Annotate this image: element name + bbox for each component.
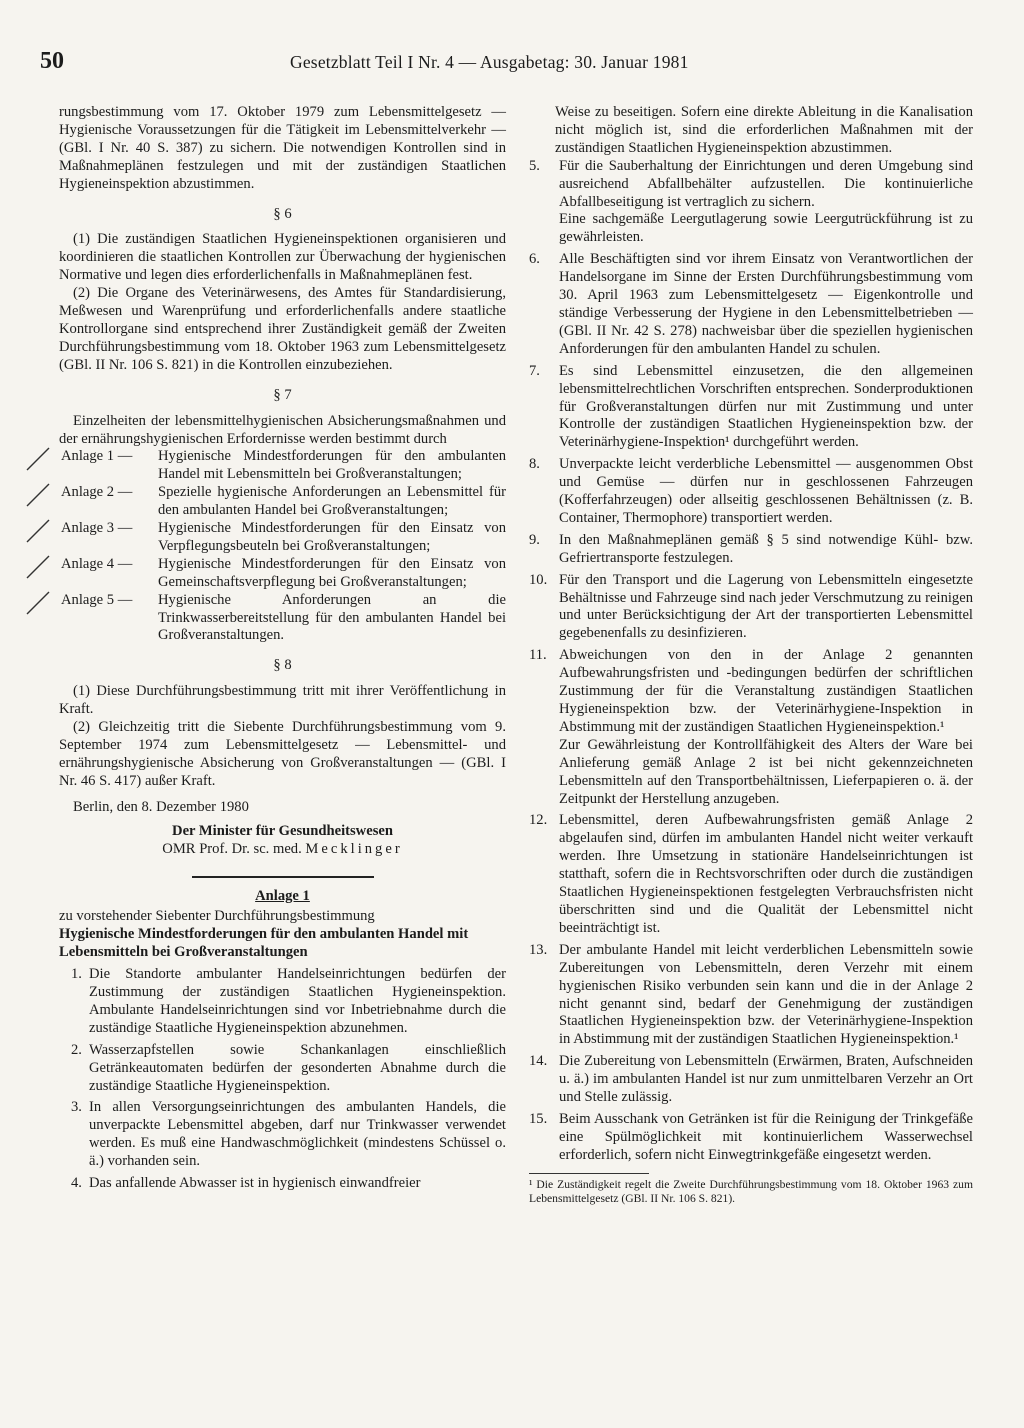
section-8-paragraph-2: (2) Gleichzeitig tritt die Siebente Durchführungsbestimmung vom 9. September 1974 zum Lebensmittelgesetz — Lebensmittel- und ernährungshygienische Absicherung von Großveranstaltungen — (GBl. I Nr. 46 S. 417) außer Kraft.: [59, 719, 506, 789]
item-number: 9.: [529, 531, 540, 548]
item-text: Abweichungen von den in der Anlage 2 genannten Aufbewahrungsfristen und -bedingungen bedürfen der schriftlichen Zustimmung der für die Veranstaltung zuständigen Staatlichen Hygieneinspektion bzw. der Veterinärhygiene-Inspektion in Abstimmung mit der zuständigen Staatlichen Hygieneinspektion.¹: [559, 647, 973, 735]
right-column: [529, 104, 973, 1206]
anlage-list-item: [59, 448, 506, 484]
section-7-intro: Einzelheiten der lebensmittelhygienischen Absicherungsmaßnahmen und der ernährungshygienischen Erfordernisse werden bestimmt durch: [59, 412, 506, 447]
list-item: [59, 966, 506, 1038]
signature-block: [59, 823, 506, 859]
anlage-label: Anlage 5 —: [61, 591, 133, 608]
item-text: In allen Versorgungseinrichtungen des ambulanten Handels, die unverpackte Lebensmittel abgeben, darf nur Trinkwasser verwendet werden. Es muß eine Handwaschmöglichkeit (mindestens Schüssel o. ä.) vorhanden sein.: [89, 1099, 506, 1170]
list-item: [529, 812, 973, 937]
anlage-1-subtitle: zu vorstehender Siebenter Durchführungsbestimmung: [59, 908, 375, 925]
anlage-label: Anlage 1 —: [61, 448, 133, 465]
list-item: [529, 942, 973, 1049]
item-number: 7.: [529, 362, 540, 379]
place-date: Berlin, den 8. Dezember 1980: [73, 798, 249, 815]
item-number: 5.: [529, 157, 540, 174]
item-body: [559, 647, 973, 808]
signer: [59, 841, 506, 859]
item-text: Alle Beschäftigten sind vor ihrem Einsatz von Verantwortlichen der Handelsorgane im Sinne der Ersten Durchführungsbestimmung vom 30. April 1963 zum Lebensmittelgesetz — Eigenkontrolle und ständige Verbesserung der Hygiene in den Lebensmittelbetrieben — (GBl. II Nr. 42 S. 278) nachweisbar über die speziellen hygienischen Anforderungen für den ambulanten Handel zu schulen.: [559, 251, 973, 357]
item-number: 10.: [529, 571, 548, 588]
item-extra-text: Zur Gewährleistung der Kontrollfähigkeit des Alters der Ware bei Anlieferung gemäß Anlage 2 ist bei nicht gekennzeichneten Lebensmitteln auf den Transportbehältnissen, Lieferpapieren o. ä. der Zeitpunkt der Herstellung anzugeben.: [559, 736, 973, 807]
item-text: Die Standorte ambulanter Handelseinrichtungen bedürfen der Zustimmung der zuständigen Staatlichen Hygieneinspektion. Ambulante Handelseinrichtungen sind vor Inbetriebnahme durch die zuständige Staatliche Hygieneinspektion abzunehmen.: [89, 966, 506, 1036]
anlage-text: Hygienische Mindestforderungen für den Einsatz von Gemeinschaftsverpflegung bei Großveranstaltungen;: [158, 555, 506, 590]
item-number: 15.: [529, 1110, 548, 1127]
item-text: Für den Transport und die Lagerung von Lebensmitteln eingesetzte Behältnisse und Fahrzeuge sind nach jeder Verschmutzung zu reinigen und unter Berücksichtigung der Art der transportierten Lebensmittel gegebenenfalls zu desinfizieren.: [559, 571, 973, 642]
item-text: Die Zubereitung von Lebensmitteln (Erwärmen, Braten, Aufschneiden u. ä.) im ambulanten Handel ist nur zum unmittelbaren Verzehr an Ort und Stelle zulässig.: [559, 1053, 973, 1106]
item-text: Das anfallende Abwasser ist in hygienisch einwandfreier: [89, 1175, 421, 1192]
list-item: [529, 1111, 973, 1165]
signer-title: OMR Prof. Dr. sc. med.: [162, 840, 302, 857]
anlage-1-title: Hygienische Mindestforderungen für den ambulanten Handel mit Lebensmitteln bei Großveranstaltungen: [59, 926, 469, 961]
list-item: [529, 532, 973, 568]
item-text: Für die Sauberhaltung der Einrichtungen und deren Umgebung sind ausreichend Abfallbehälter aufzustellen. Die kontinuierliche Abfallbeseitigung ist vertraglich zu sichern.: [559, 157, 973, 210]
anlage-1-heading: Anlage 1: [255, 888, 310, 905]
margin-mark-icon: [25, 590, 51, 616]
section-8-title: § 8: [273, 657, 292, 674]
item-text: Lebensmittel, deren Aufbewahrungsfristen gemäß Anlage 2 abgelaufen sind, dürfen im ambulanten Handel nicht weiter verkauft werden. Ihre Umsetzung in stationäre Handelseinrichtungen ist statthaft, sofern die in Rechtsvorschriften oder durch die zuständigen Staatlichen Hygieneinspektionen festgelegten Verbrauchsfristen nicht überschritten sind und die Qualität der Lebensmittel nicht beeinträchtigt ist.: [559, 812, 973, 936]
footnote: ¹ Die Zuständigkeit regelt die Zweite Durchführungsbestimmung vom 18. Oktober 1963 zum Lebensmittelgesetz (GBl. II Nr. 106 S. 821).: [529, 1177, 973, 1205]
list-item: [529, 572, 973, 644]
intro-paragraph: rungsbestimmung vom 17. Oktober 1979 zum Lebensmittelgesetz — Hygienische Voraussetzungen für die Tätigkeit im Lebensmittelverkehr — (GBl. I Nr. 40 S. 387) zu sichern. Die notwendigen Kontrollen sind in Maßnahmeplänen festzulegen und mit der zuständigen Staatlichen Hygieneinspektion abzustimmen.: [59, 104, 506, 192]
footnote-divider: [529, 1173, 649, 1174]
anlage-text: Hygienische Mindestforderungen für den Einsatz von Verpflegungsbeuteln bei Großveranstaltungen;: [158, 520, 506, 554]
header-title: Gesetzblatt Teil I Nr. 4 — Ausgabetag: 30. Januar 1981: [290, 52, 689, 72]
anlage-list-item: [59, 556, 506, 592]
list-item: [529, 158, 973, 248]
item-text: Beim Ausschank von Getränken ist für die Reinigung der Trinkgefäße eine Spülmöglichkeit mit kontinuierlichem Wasserwechsel erforderlich, sofern nicht Einwegtrinkgefäße eingesetzt werden.: [559, 1110, 973, 1163]
list-item: [529, 456, 973, 528]
list-item: [529, 1053, 973, 1107]
item-text: Der ambulante Handel mit leicht verderblichen Lebensmitteln sowie Zubereitungen von Lebensmitteln, deren Verzehr mit einem hygienischen Risiko verbunden sein kann und die in der Anlage 2 nicht genannt sind, bedarf der Genehmigung der zuständigen Staatlichen Hygieneinspektion bzw. der Veterinärhygiene-Inspektion in Abstimmung mit der zuständigen Staatlichen Hygieneinspektion.¹: [559, 941, 973, 1048]
item-text: Unverpackte leicht verderbliche Lebensmittel — ausgenommen Obst und Gemüse — dürfen nur in geschlossenen Fahrzeugen (Kofferfahrzeugen) oder allseitig geschlossenen Behältnissen (z. B. Container, Thermophore) transportiert werden.: [559, 456, 973, 526]
list-item: [529, 647, 973, 808]
item-number: 3.: [71, 1099, 82, 1116]
item-number: 12.: [529, 812, 548, 829]
list-item: [59, 1175, 506, 1193]
item-extra-text: Eine sachgemäße Leergutlagerung sowie Leergutrückführung ist zu gewährleisten.: [559, 211, 973, 246]
signer-name: Mecklinger: [305, 840, 403, 857]
item-number: 2.: [71, 1041, 82, 1058]
anlage-label: Anlage 2 —: [61, 484, 133, 501]
minister-title: Der Minister für Gesundheitswesen: [172, 822, 393, 839]
item-number: 1.: [71, 966, 82, 983]
continued-paragraph: Weise zu beseitigen. Sofern eine direkte Ableitung in die Kanalisation nicht möglich ist, sind die erforderlichen Maßnahmen mit der zuständigen Staatlichen Hygieneinspektion abzustimmen.: [555, 104, 973, 156]
anlage-list-item: [59, 484, 506, 520]
section-6-paragraph-2: (2) Die Organe des Veterinärwesens, des Amtes für Standardisierung, Meßwesen und Warenprüfung und erforderlichenfalls andere staatliche Kontrollorgane sind entsprechend ihrer Zuständigkeit gemäß der Zweiten Durchführungsbestimmung vom 18. Oktober 1963 zum Lebensmittelgesetz (GBl. II Nr. 106 S. 821) in die Kontrollen einzubeziehen.: [59, 285, 506, 373]
margin-mark-icon: [25, 554, 51, 580]
section-7-title: § 7: [273, 386, 292, 403]
anlage-text: Hygienische Mindestforderungen für den ambulanten Handel mit Lebensmitteln bei Großveranstaltungen;: [158, 448, 506, 483]
page-number: 50: [40, 48, 64, 74]
anlage-label: Anlage 4 —: [61, 555, 133, 572]
list-item: [529, 251, 973, 358]
item-number: 6.: [529, 251, 540, 268]
item-number: 4.: [71, 1175, 82, 1192]
page-header: [40, 48, 984, 80]
item-text: Es sind Lebensmittel einzusetzen, die den allgemeinen lebensmittelrechtlichen Vorschriften entsprechen. Sonderproduktionen für Großveranstaltungen dürfen nur mit Zustimmung und unter Kontrolle der zuständigen Staatlichen Hygieneinspektion bzw. der Veterinärhygiene-Inspektion¹ durchgeführt werden.: [559, 362, 973, 451]
anlage-text: Spezielle hygienische Anforderungen an Lebensmittel für den ambulanten Handel bei Großveranstaltungen;: [158, 484, 506, 519]
anlage-list-item: [59, 592, 506, 646]
anlage-list-item: [59, 520, 506, 556]
item-number: 11.: [529, 647, 547, 664]
anlage-text: Hygienische Anforderungen an die Trinkwasserbereitstellung für den ambulanten Handel bei Großveranstaltungen.: [158, 591, 506, 644]
item-number: 13.: [529, 941, 548, 958]
margin-mark-icon: [25, 446, 51, 472]
item-number: 14.: [529, 1053, 548, 1070]
item-body: [559, 158, 973, 248]
left-column: [59, 104, 506, 1197]
section-8-paragraph-1: (1) Diese Durchführungsbestimmung tritt mit ihrer Veröffentlichung in Kraft.: [59, 683, 506, 718]
item-text: In den Maßnahmeplänen gemäß § 5 sind notwendige Kühl- bzw. Gefriertransporte festzulegen.: [559, 531, 973, 566]
list-item: [529, 363, 973, 453]
list-item: [59, 1042, 506, 1096]
section-6-paragraph-1: (1) Die zuständigen Staatlichen Hygieneinspektionen organisieren und koordinieren die staatlichen Kontrollen zur Überwachung der hygienischen Normative und legen dies erforderlichenfalls in Maßnahmeplänen fest.: [59, 231, 506, 284]
anlage-label: Anlage 3 —: [61, 520, 133, 537]
margin-mark-icon: [25, 482, 51, 508]
item-number: 8.: [529, 456, 540, 473]
section-6-title: § 6: [273, 205, 292, 222]
divider: [192, 876, 374, 878]
item-text: Wasserzapfstellen sowie Schankanlagen einschließlich Getränkeautomaten bedürfen der gesonderten Abnahme durch die zuständige Staatliche Hygieneinspektion.: [89, 1041, 506, 1094]
margin-mark-icon: [25, 518, 51, 544]
list-item: [59, 1099, 506, 1171]
